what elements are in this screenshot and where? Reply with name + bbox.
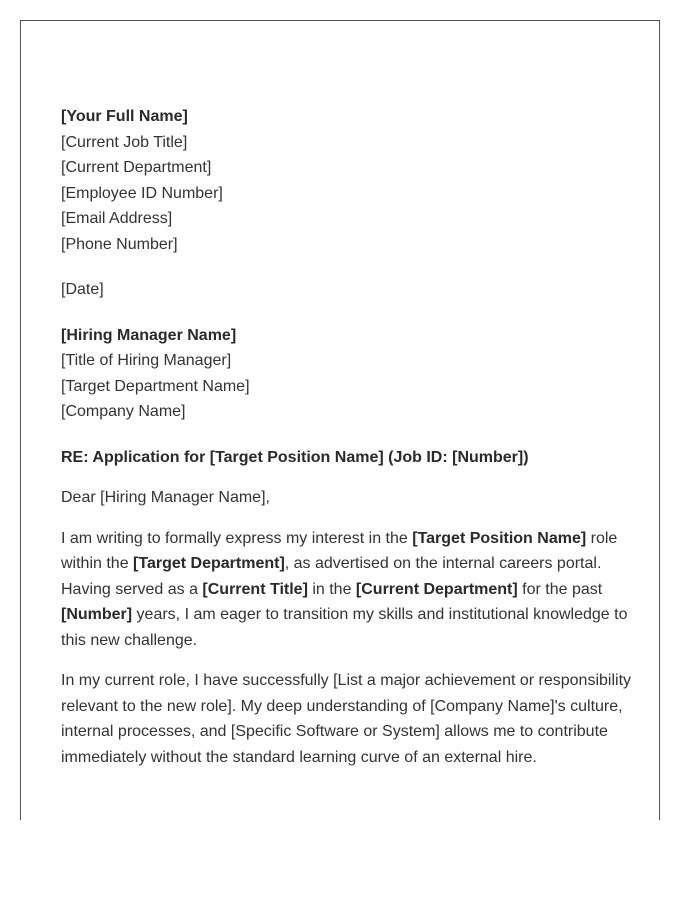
p1-bold-number: [Number] — [61, 606, 133, 623]
salutation: Dear [Hiring Manager Name], — [61, 489, 270, 506]
sender-employee-id: [Employee ID Number] — [61, 184, 223, 202]
p1-text-4: in the — [307, 580, 356, 598]
recipient-name: [Hiring Manager Name] — [61, 326, 237, 344]
p1-text-6: years, I am eager to transition my skills and institutional knowledge to this new challenge. — [61, 606, 628, 649]
sender-name: [Your Full Name] — [61, 108, 188, 125]
recipient-block — [61, 323, 631, 425]
p1-text-2: role within the — [61, 529, 618, 572]
letter-content — [61, 104, 631, 785]
p1-text-5: for the past — [517, 580, 603, 598]
p1-bold-current-department: [Current Department] — [355, 580, 518, 598]
p1-bold-target-position: [Target Position Name] — [412, 529, 587, 547]
p1-bold-target-department: [Target Department] — [133, 555, 285, 572]
sender-block — [61, 104, 631, 257]
date-block — [61, 277, 631, 303]
letter-date: [Date] — [61, 281, 104, 298]
sender-phone: [Phone Number] — [61, 235, 178, 253]
p1-bold-current-title: [Current Title] — [202, 580, 308, 598]
sender-email: [Email Address] — [61, 210, 173, 227]
recipient-title: [Title of Hiring Manager] — [61, 352, 232, 369]
body-paragraph-1 — [61, 526, 631, 654]
recipient-company: [Company Name] — [61, 403, 186, 420]
p1-text-1: I am writing to formally express my interest in the — [61, 529, 413, 547]
letter-page — [20, 20, 660, 820]
sender-job-title: [Current Job Title] — [61, 133, 188, 151]
recipient-department: [Target Department Name] — [61, 377, 250, 395]
subject-line: RE: Application for [Target Position Name] (Job ID: [Number]) — [61, 448, 529, 466]
sender-department: [Current Department] — [61, 159, 212, 176]
body-paragraph-2: In my current role, I have successfully [List a major achievement or responsibility relevant to the new role]. My deep understanding of [Company Name]'s culture, internal processes, and [Specific Software or System] allows me to contribute immediately without the standard learning curve of an external hire. — [61, 672, 632, 766]
p1-text-3: , as advertised on the internal careers portal. Having served as a — [61, 555, 602, 598]
